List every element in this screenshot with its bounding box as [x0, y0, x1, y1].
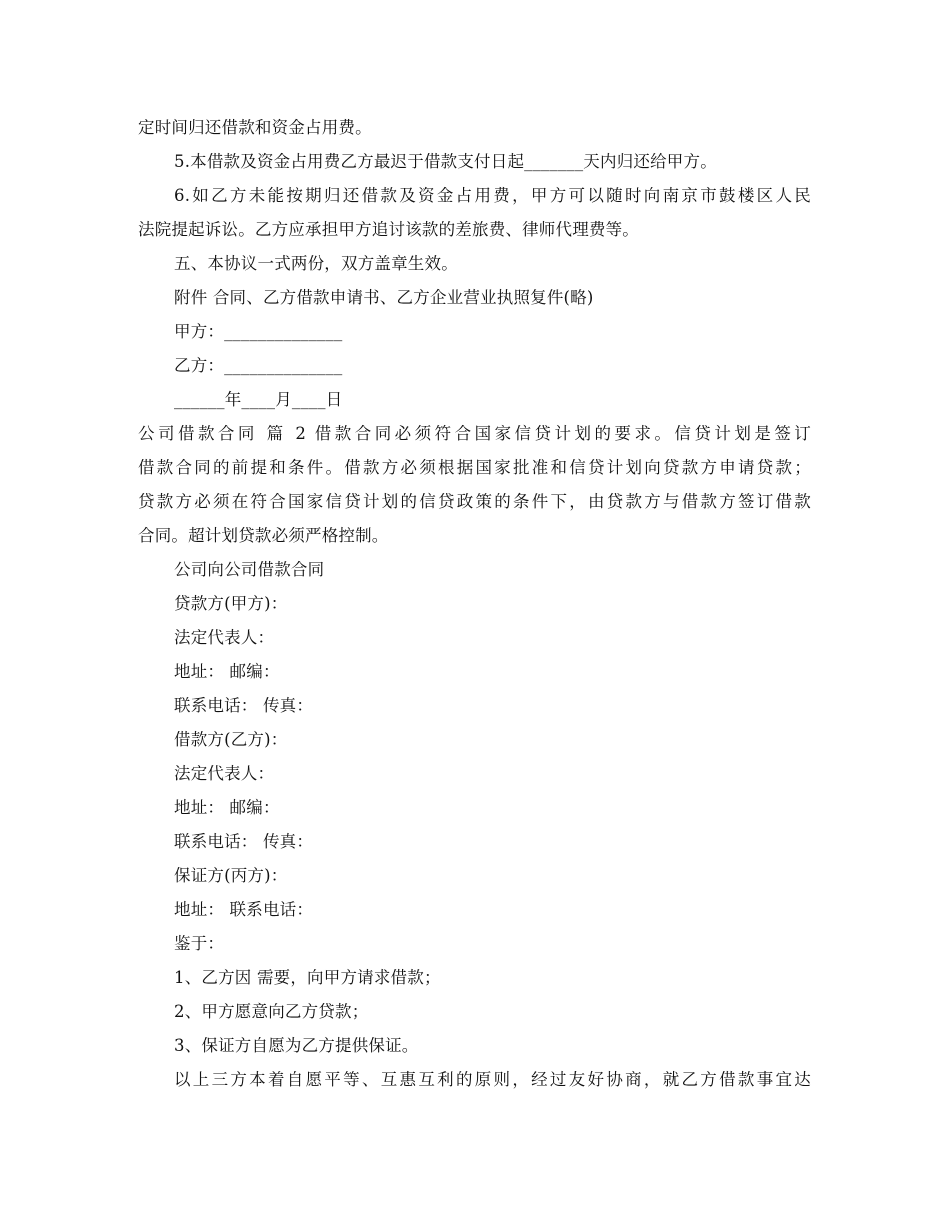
borrower-field: 借款方(乙方)： [174, 730, 288, 749]
clause-5: 5.本借款及资金占用费乙方最迟于借款支付日起_______天内归还给甲方。 [174, 152, 717, 171]
lender-field: 贷款方(甲方)： [174, 594, 288, 613]
party-a-signature: 甲方：______________ [174, 322, 343, 341]
paragraph-line: 贷款方必须在符合国家信贷计划的信贷政策的条件下，由贷款方与借款方签订借款 [138, 492, 811, 511]
borrower-contact-field: 联系电话： 传真： [174, 832, 314, 851]
clause-6: 6.如乙方未能按期归还借款及资金占用费，甲方可以随时向南京市鼓楼区人民 [174, 186, 811, 205]
clause-five: 五、本协议一式两份，双方盖章生效。 [174, 254, 458, 273]
borrower-address-field: 地址： 邮编： [174, 798, 280, 817]
paragraph-line: 合同。超计划贷款必须严格控制。 [138, 526, 389, 545]
guarantor-field: 保证方(丙方)： [174, 866, 288, 885]
lender-address-field: 地址： 邮编： [174, 662, 280, 681]
paragraph-line: 借款合同的前提和条件。借款方必须根据国家批准和信贷计划向贷款方申请贷款； [138, 458, 811, 477]
lender-contact-field: 联系电话： 传真： [174, 696, 314, 715]
guarantor-address-field: 地址： 联系电话： [174, 900, 314, 919]
date-line: ______年____月____日 [174, 390, 343, 409]
party-b-signature: 乙方：______________ [174, 356, 343, 375]
whereas-item: 3、保证方自愿为乙方提供保证。 [174, 1036, 419, 1055]
borrower-representative-field: 法定代表人： [174, 764, 275, 783]
whereas-item: 2、甲方愿意向乙方贷款； [174, 1002, 369, 1021]
whereas-item: 1、乙方因 需要，向甲方请求借款； [174, 968, 441, 987]
contract-title: 公司向公司借款合同 [174, 560, 325, 579]
lender-representative-field: 法定代表人： [174, 628, 275, 647]
paragraph-line: 法院提起诉讼。乙方应承担甲方追讨该款的差旅费、律师代理费等。 [138, 220, 639, 239]
paragraph-line: 定时间归还借款和资金占用费。 [138, 118, 372, 137]
whereas-heading: 鉴于： [174, 934, 225, 953]
section-heading-line: 公司借款合同 篇 2 借款合同必须符合国家信贷计划的要求。信贷计划是签订 [138, 424, 811, 443]
paragraph-line: 以上三方本着自愿平等、互惠互利的原则，经过友好协商，就乙方借款事宜达 [174, 1070, 811, 1089]
attachment-line: 附件 合同、乙方借款申请书、乙方企业营业执照复件(略) [174, 288, 594, 307]
